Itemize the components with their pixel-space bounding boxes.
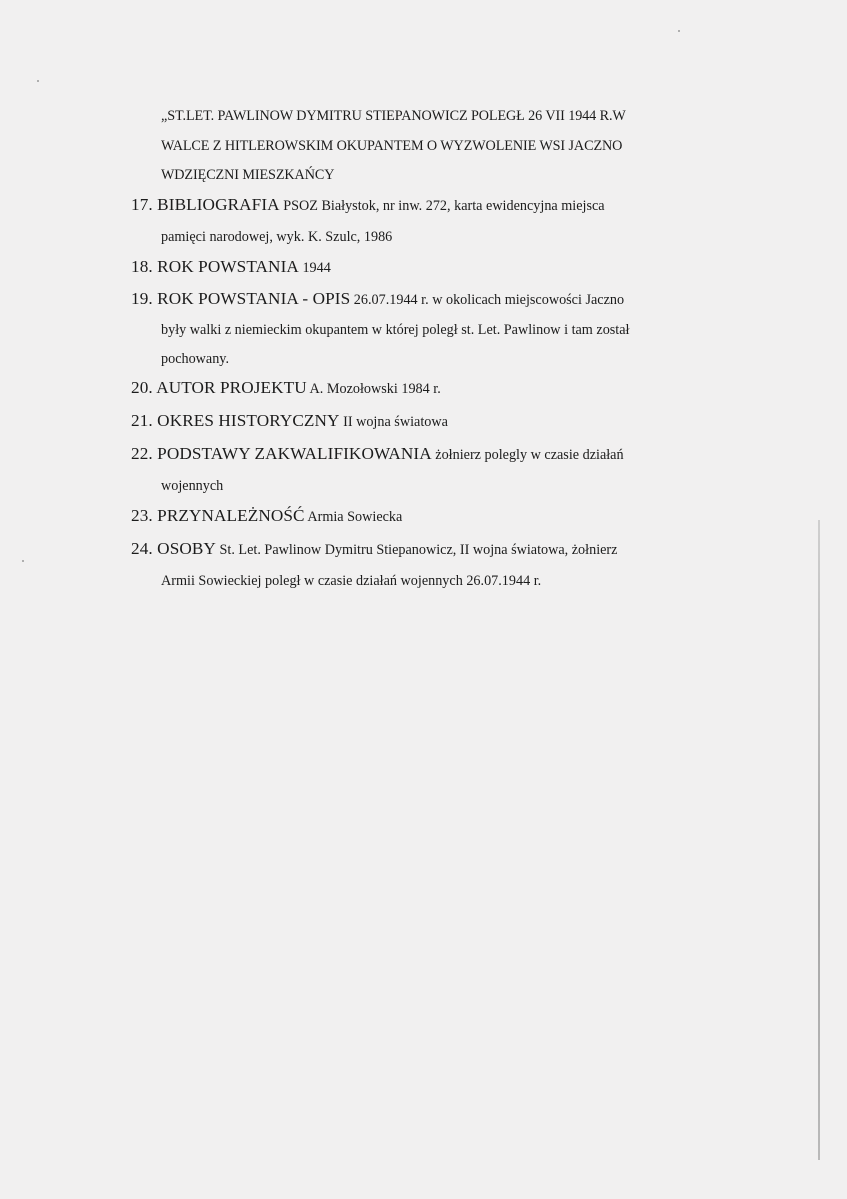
item-continuation: były walki z niemieckim okupantem w której poległ st. Let. Pawlinow i tam został [161,322,630,338]
item-text: 1944 [302,260,331,276]
item-text: żołnierz polegly w czasie działań [435,447,624,463]
item-text: St. Let. Pawlinow Dymitru Stiepanowicz, II wojna światowa, żołnierz [219,542,618,558]
item-text: A. Mozołowski 1984 r. [309,381,441,397]
item-continuation: pamięci narodowej, wyk. K. Szulc, 1986 [161,229,393,245]
item-label: 18. ROK POWSTANIA [131,257,299,276]
item-label: 23. PRZYNALEŻNOŚĆ [131,506,305,525]
item-okres-historyczny [131,412,448,431]
item-label: 17. BIBLIOGRAFIA [131,195,280,214]
item-text: II wojna światowa [343,414,448,430]
scan-speck [22,560,24,562]
scan-speck [678,30,680,32]
item-label: 19. ROK POWSTANIA - OPIS [131,289,351,308]
item-label: 20. AUTOR PROJEKTU [131,378,307,397]
item-osoby [131,540,617,559]
item-text: PSOZ Białystok, nr inw. 272, karta ewidencyjna miejsca [283,198,605,214]
item-przynaleznosc [131,507,402,526]
item-continuation: pochowany. [161,351,230,367]
inscription-line: „ST.LET. PAWLINOW DYMITRU STIEPANOWICZ POLEGŁ 26 VII 1944 R.W [161,108,626,124]
item-text: Armia Sowiecka [307,509,403,525]
inscription-line: WALCE Z HITLEROWSKIM OKUPANTEM O WYZWOLENIE WSI JACZNO [161,138,623,154]
item-autor-projektu [131,379,441,398]
item-label: 24. OSOBY [131,539,216,558]
item-text: 26.07.1944 r. w okolicach miejscowości Jaczno [353,292,625,308]
scan-speck [37,80,39,82]
item-label: 21. OKRES HISTORYCZNY [131,411,340,430]
inscription-line: WDZIĘCZNI MIESZKAŃCY [161,167,335,183]
item-bibliografia [131,196,605,215]
item-rok-powstania [131,258,331,277]
item-continuation: Armii Sowieckiej poległ w czasie działań wojennych 26.07.1944 r. [161,573,542,589]
item-label: 22. PODSTAWY ZAKWALIFIKOWANIA [131,444,432,463]
item-continuation: wojennych [161,478,224,494]
item-rok-powstania-opis [131,290,624,309]
scan-edge-line [818,520,820,1160]
item-podstawy-zakwalifikowania [131,445,624,464]
